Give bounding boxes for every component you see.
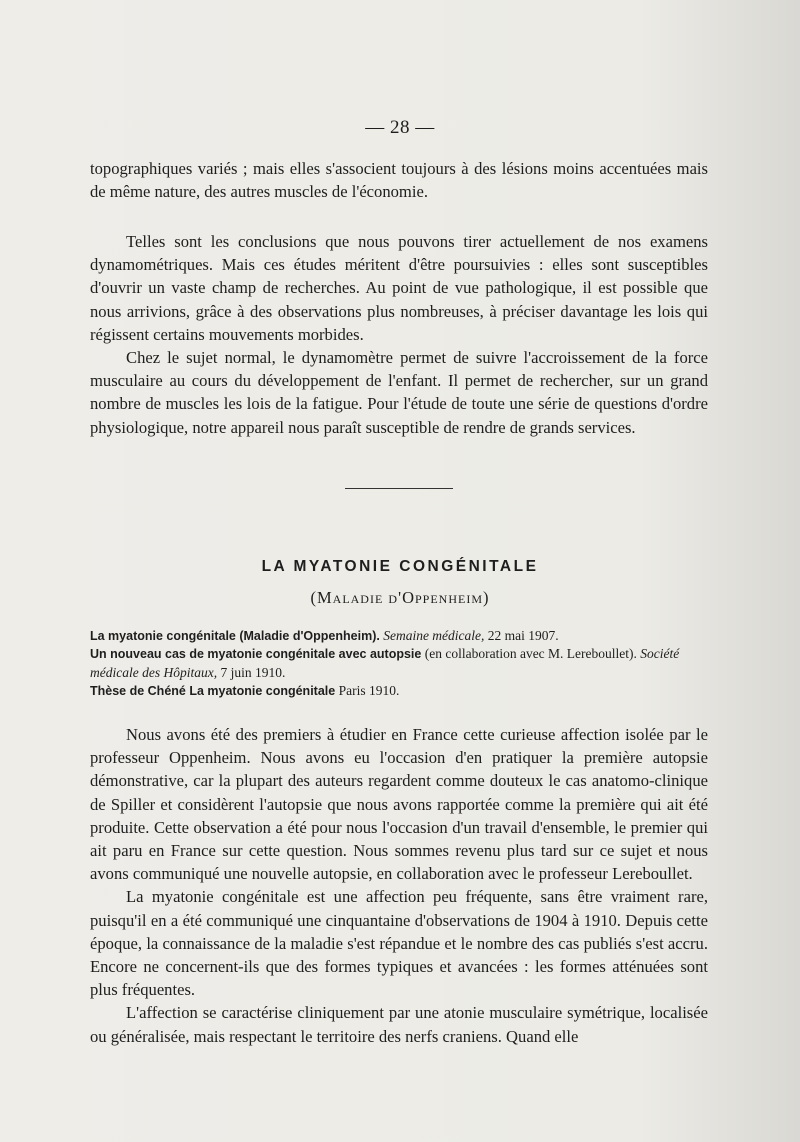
paragraph: L'affection se caractérise cliniquement par une atonie musculaire symétrique, localisée ou généralisée, mais respectant le territoire des nerfs craniens. Quand elle: [90, 1003, 708, 1046]
paragraph: Telles sont les conclusions que nous pouvons tirer actuellement de nos examens dynamométriques. Mais ces études méritent d'être poursuivies : elles sont susceptibles d'ouvrir un vaste champ de recherches. Au point de vue pathologique, il est possible que nous arrivions, grâce à des observations plus nombreuses, à préciser davantage les lois qui régissent certains mouvements morbides.: [90, 232, 708, 344]
reference-item: [90, 627, 712, 645]
reference-journal: Société médicale des Hôpitaux,: [90, 646, 680, 680]
reference-date: 22 mai 1907.: [487, 628, 559, 643]
reference-item: [90, 682, 712, 700]
text-block-top: [90, 157, 708, 203]
reference-list: [90, 627, 712, 700]
reference-place-date: Paris 1910.: [338, 682, 400, 698]
reference-title: Un nouveau cas de myatonie congénitale avec autopsie: [90, 647, 422, 662]
page-number: — 28 —: [365, 117, 435, 138]
paragraph: topographiques variés ; mais elles s'associent toujours à des lésions moins accentuées mais de même nature, des autres muscles de l'économie.: [90, 159, 708, 202]
section-divider: [345, 488, 453, 489]
reference-collaboration: (en collaboration avec M. Lereboullet).: [424, 646, 637, 662]
paragraph: La myatonie congénitale est une affection peu fréquente, sans être vraiment rare, puisqu'il en a été communiqué une cinquantaine d'observations de 1904 à 1910. Depuis cette époque, la connaissance de la maladie s'est répandue et le nombre des cas publiés s'est accru. Encore ne concernent-ils que des formes typiques et avancées : les formes atténuées sont plus fréquentes.: [90, 887, 708, 1000]
paragraph: Nous avons été des premiers à étudier en France cette curieuse affection isolée par le professeur Oppenheim. Nous avons eu l'occasion d'en pratiquer la première autopsie démonstrative, car la plupart des auteurs regardent comme douteux le cas anatomo-clinique de Spiller et considèrent l'autopsie que nous avons rapportée comme la première qui ait été produite. Cette observation a été pour nous l'occasion d'un travail d'ensemble, le premier qui ait paru en France sur cette question. Nous sommes revenu plus tard sur ce sujet et nous avons communiqué une nouvelle autopsie, en collaboration avec le professeur Lereboullet.: [90, 725, 708, 884]
section-subtitle: (Maladie d'Oppenheim): [310, 588, 490, 607]
text-block-myatonie: [90, 723, 708, 1048]
reference-date: 7 juin 1910.: [220, 664, 286, 680]
reference-item: [90, 645, 712, 682]
reference-journal: Semaine médicale,: [383, 628, 485, 643]
reference-title: La myatonie congénitale (Maladie d'Oppenheim).: [90, 629, 380, 643]
section-title: LA MYATONIE CONGÉNITALE: [261, 558, 539, 575]
reference-title: Thèse de Chéné La myatonie congénitale: [90, 683, 336, 698]
text-block-conclusions: [90, 230, 708, 439]
paragraph: Chez le sujet normal, le dynamomètre permet de suivre l'accroissement de la force musculaire au cours du développement de l'enfant. Il permet de rechercher, sur un grand nombre de muscles les lois de la fatigue. Pour l'étude de toute une série de questions d'ordre physiologique, notre appareil nous paraît susceptible de rendre de grands services.: [90, 348, 708, 437]
